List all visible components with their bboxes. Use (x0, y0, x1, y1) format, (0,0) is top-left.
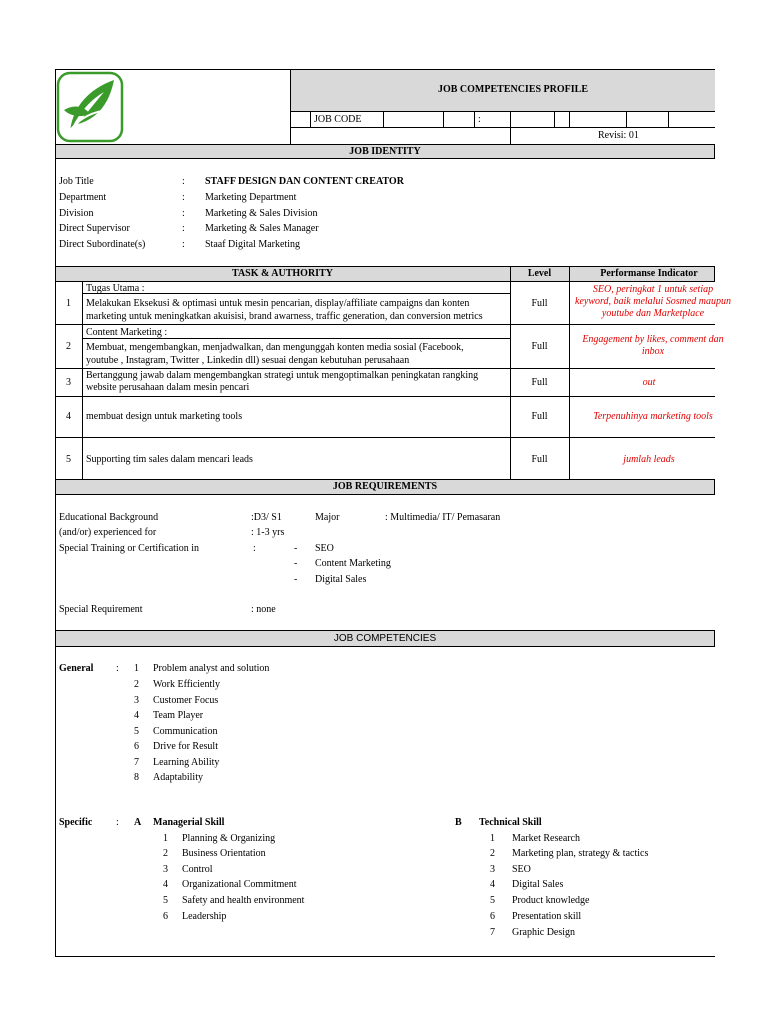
major-value: : Multimedia/ IT/ Pemasaran (385, 512, 501, 523)
general-item-no: 6 (134, 741, 139, 752)
task-row-1-line3: marketing untuk meningkatkan akuisisi, brand awarness, traffic generation, dan conversion metrics (86, 311, 483, 322)
subordinate-value: Staaf Digital Marketing (205, 239, 300, 250)
managerial-item: Organizational Commitment (182, 879, 297, 890)
task-row-3-no: 3 (66, 377, 71, 388)
task-row-5-level: Full (531, 454, 548, 465)
task-row-5-no: 5 (66, 454, 71, 465)
task-row-2-line3: youtube , Instagram, Twitter , Linkedin dll) sesuai dengan kebutuhan perusahaan (86, 355, 410, 366)
sep: : (182, 176, 185, 187)
general-item-no: 5 (134, 726, 139, 737)
sep: : (182, 239, 185, 250)
task-row-1-kpi: SEO, peringkat 1 untuk setiap keyword, baik melalui Sosmed maupun youtube dan Marketplace (575, 284, 731, 319)
bullet: - (294, 574, 298, 585)
technical-item: Digital Sales (512, 879, 564, 890)
specific-sep: : (116, 817, 119, 828)
general-item: Problem analyst and solution (153, 663, 270, 674)
task-row-5-line1: Supporting tim sales dalam mencari leads (86, 454, 253, 465)
general-item: Adaptability (153, 772, 203, 783)
technical-item: SEO (512, 864, 531, 875)
technical-item: Marketing plan, strategy & tactics (512, 848, 649, 859)
technical-letter: B (455, 817, 462, 828)
supervisor-value: Marketing & Sales Manager (205, 223, 319, 234)
department-value: Marketing Department (205, 192, 297, 203)
technical-item-no: 7 (490, 927, 495, 938)
general-item: Learning Ability (153, 757, 220, 768)
managerial-item-no: 2 (163, 848, 168, 859)
general-item: Work Efficiently (153, 679, 221, 690)
task-row-1-no: 1 (66, 298, 71, 309)
managerial-item: Control (182, 864, 213, 875)
special-requirement-value: : none (251, 604, 276, 615)
sep: : (182, 223, 185, 234)
technical-item-no: 4 (490, 879, 495, 890)
general-item-no: 1 (134, 663, 139, 674)
task-row-4-line1: membuat design untuk marketing tools (86, 411, 243, 422)
general-item: Communication (153, 726, 218, 737)
managerial-item-no: 1 (163, 833, 168, 844)
managerial-item: Safety and health environment (182, 895, 305, 906)
kpi-col: Performanse Indicator (600, 268, 698, 279)
job-competencies-header: JOB COMPETENCIES (55, 630, 715, 647)
department-label: Department (59, 192, 107, 203)
job-code-colon: : (478, 114, 481, 125)
task-row-1-level: Full (531, 298, 548, 309)
task-authority-col: TASK & AUTHORITY (232, 268, 333, 279)
sep: : (182, 208, 185, 219)
training-item: Digital Sales (315, 574, 367, 585)
experience-value: : 1-3 yrs (251, 527, 285, 538)
bullet: - (294, 543, 298, 554)
task-row-3-line2: website perusahaan dalam mesin pencari (86, 382, 250, 393)
task-row-2-line2: Membuat, mengembangkan, menjadwalkan, dan mengunggah konten media sosial (Facebook, (86, 342, 464, 353)
experience-label: (and/or) experienced for (59, 527, 157, 538)
managerial-item: Leadership (182, 911, 227, 922)
task-row-3-line1: Bertanggung jawab dalam mengembangkan strategi untuk mengoptimalkan peningkatan rangking (86, 370, 479, 381)
general-item: Customer Focus (153, 695, 219, 706)
job-title-value: STAFF DESIGN DAN CONTENT CREATOR (205, 176, 404, 187)
job-code-label: JOB CODE (314, 114, 362, 125)
managerial-item: Planning & Organizing (182, 833, 276, 844)
task-row-4-level: Full (531, 411, 548, 422)
task-row-3-kpi: out (642, 377, 656, 388)
general-item-no: 4 (134, 710, 139, 721)
task-row-3-level: Full (531, 377, 548, 388)
technical-item-no: 1 (490, 833, 495, 844)
technical-title: Technical Skill (479, 817, 542, 828)
edu-value: :D3/ S1 (251, 512, 282, 523)
technical-item: Product knowledge (512, 895, 590, 906)
technical-item: Presentation skill (512, 911, 582, 922)
bullet: - (294, 558, 298, 569)
general-item-no: 7 (134, 757, 139, 768)
task-row-2-level: Full (531, 341, 548, 352)
training-item: Content Marketing (315, 558, 391, 569)
managerial-item-no: 6 (163, 911, 168, 922)
technical-item-no: 3 (490, 864, 495, 875)
job-identity-header: JOB IDENTITY (55, 144, 715, 159)
task-row-4-no: 4 (66, 411, 71, 422)
specific-label: Specific (59, 817, 93, 828)
revision-label: Revisi: 01 (598, 130, 639, 141)
edu-label: Educational Background (59, 512, 159, 523)
leaf-logo-icon (56, 70, 126, 144)
managerial-item-no: 5 (163, 895, 168, 906)
managerial-letter: A (134, 817, 142, 828)
general-sep: : (116, 663, 119, 674)
training-sep: : (253, 543, 256, 554)
general-item-no: 8 (134, 772, 139, 783)
general-label: General (59, 663, 94, 674)
level-col: Level (527, 268, 552, 279)
division-value: Marketing & Sales Division (205, 208, 318, 219)
managerial-item-no: 3 (163, 864, 168, 875)
task-row-2-line1: Content Marketing : (86, 327, 168, 338)
training-label: Special Training or Certification in (59, 543, 199, 554)
technical-item: Market Research (512, 833, 581, 844)
task-row-1-line2: Melakukan Eksekusi & optimasi untuk mesin pencarian, display/affiliate campaigns dan konten (86, 298, 470, 309)
managerial-item-no: 4 (163, 879, 168, 890)
managerial-item: Business Orientation (182, 848, 266, 859)
major-label: Major (315, 512, 340, 523)
task-row-2-kpi: Engagement by likes, comment dan inbox (582, 334, 724, 357)
technical-item-no: 2 (490, 848, 495, 859)
subordinate-label: Direct Subordinate(s) (59, 239, 146, 250)
general-item-no: 2 (134, 679, 139, 690)
task-row-4-kpi: Terpenuhinya marketing tools (593, 411, 713, 422)
task-row-1-line1: Tugas Utama : (86, 283, 145, 294)
special-requirement-label: Special Requirement (59, 604, 143, 615)
technical-item: Graphic Design (512, 927, 576, 938)
document-title: JOB COMPETENCIES PROFILE (437, 84, 589, 95)
task-row-5-kpi: jumlah leads (623, 454, 675, 465)
sep: : (182, 192, 185, 203)
supervisor-label: Direct Supervisor (59, 223, 130, 234)
technical-item-no: 6 (490, 911, 495, 922)
division-label: Division (59, 208, 94, 219)
managerial-title: Managerial Skill (153, 817, 225, 828)
general-item-no: 3 (134, 695, 139, 706)
technical-item-no: 5 (490, 895, 495, 906)
task-row-2-no: 2 (66, 341, 71, 352)
job-title-label: Job Title (59, 176, 94, 187)
training-item: SEO (315, 543, 334, 554)
general-item: Drive for Result (153, 741, 218, 752)
general-item: Team Player (153, 710, 204, 721)
job-requirements-header: JOB REQUIREMENTS (55, 479, 715, 495)
